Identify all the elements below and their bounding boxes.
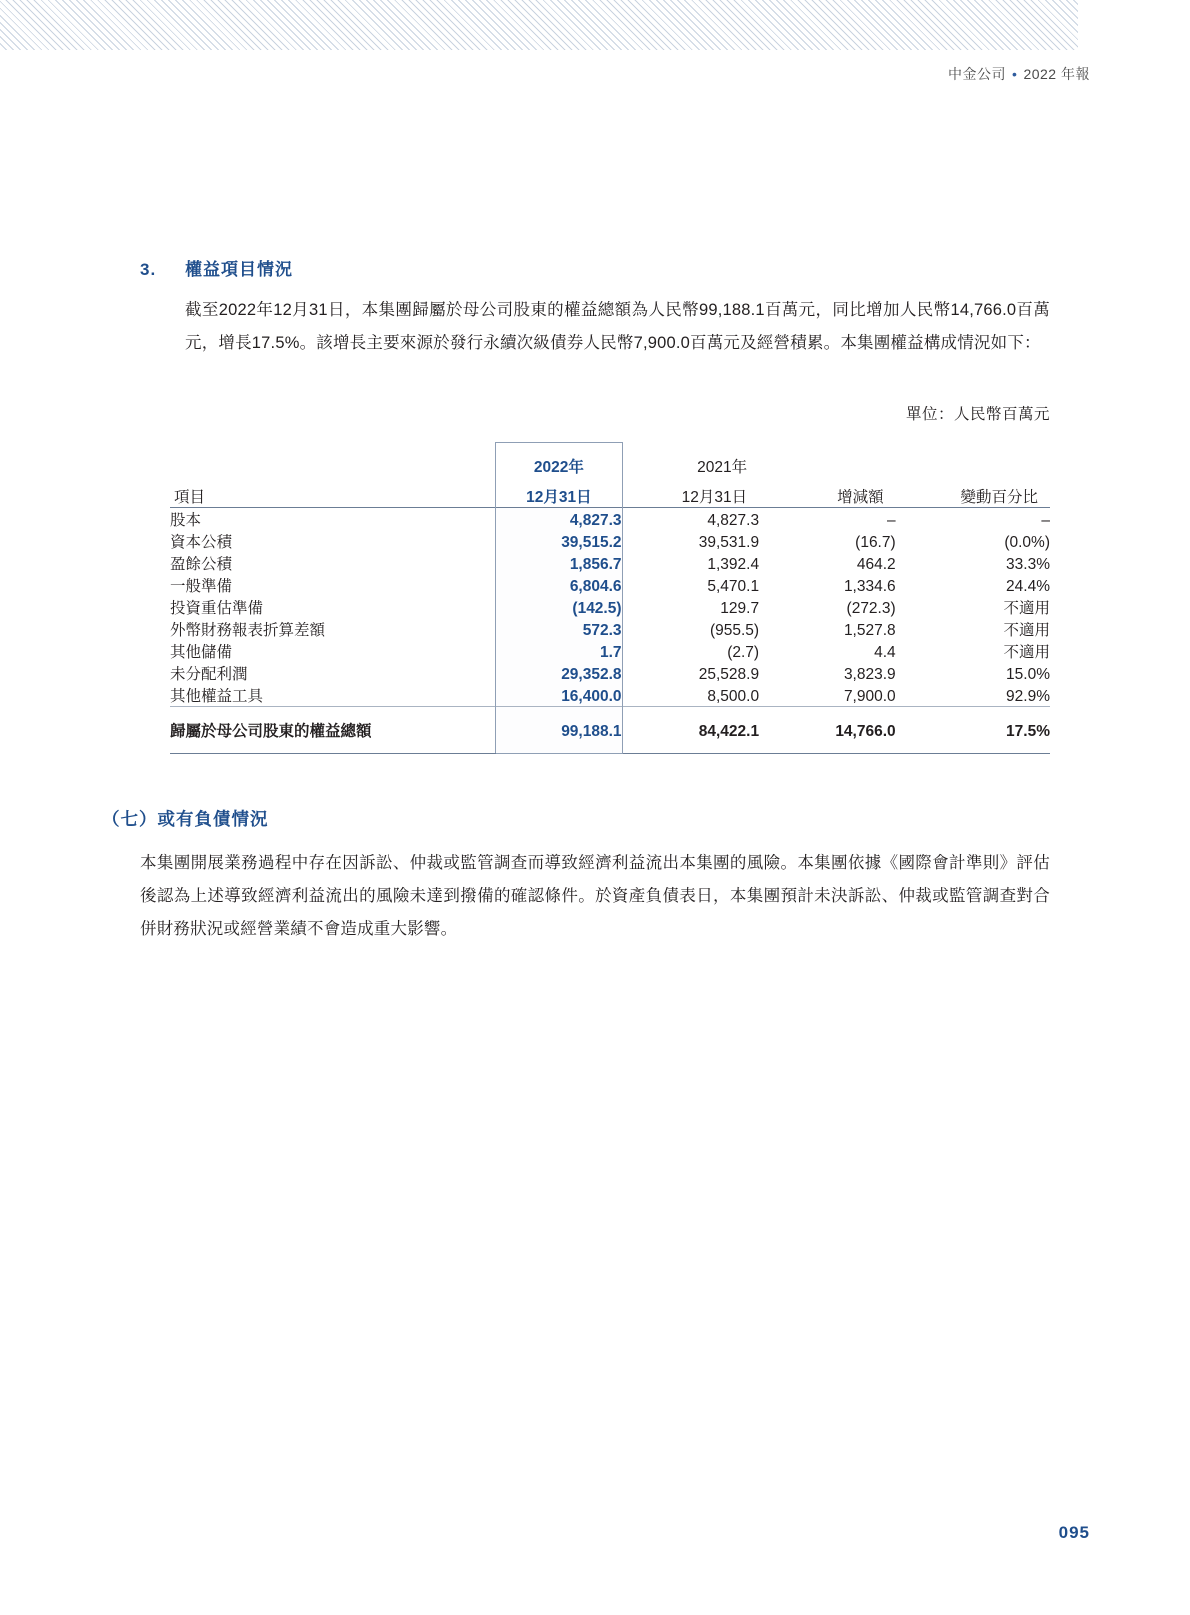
decorative-hatch-band (0, 0, 1078, 50)
header-col-2021 (622, 443, 759, 508)
page-number: 095 (1058, 1523, 1090, 1542)
cell-2021: (2.7) (727, 644, 760, 661)
cell-change: 7,900.0 (843, 688, 896, 705)
cell-2022: 6,804.6 (496, 574, 622, 596)
cell-2022: 16,400.0 (496, 684, 622, 707)
header-col-change-label: 增減額 (837, 489, 884, 506)
running-header (948, 64, 1090, 84)
header-col-2021-date: 12月31日 (681, 489, 748, 506)
cell-pct: 不適用 (1003, 644, 1050, 661)
table-row (170, 530, 1050, 552)
cell-change: 4.4 (874, 644, 896, 661)
cell-item: 投資重估準備 (170, 600, 264, 617)
page-content (102, 255, 1050, 946)
cell-2022: 1.7 (496, 640, 622, 662)
table-row (170, 618, 1050, 640)
cell-change: 464.2 (856, 556, 896, 573)
cell-2021: 8,500.0 (707, 688, 760, 705)
header-report: 2022 年報 (1023, 66, 1090, 82)
cell-2021: 39,531.9 (698, 534, 760, 551)
cell-2021: 5,470.1 (707, 578, 760, 595)
subsection-title: （七）或有負債情況 (102, 809, 269, 829)
header-col-2022-date: 12月31日 (526, 489, 592, 506)
cell-change: (272.3) (846, 600, 896, 617)
section-number: 3. (140, 260, 157, 279)
cell-change: 14,766.0 (759, 707, 896, 754)
cell-change: 3,823.9 (843, 666, 896, 683)
table-row (170, 508, 1050, 531)
cell-pct: 17.5% (896, 707, 1050, 754)
header-separator: • (1012, 66, 1018, 82)
cell-pct: – (896, 508, 1050, 531)
table-total-row (170, 707, 1050, 754)
table-row (170, 574, 1050, 596)
cell-item: 盈餘公積 (170, 556, 233, 573)
table-row (170, 596, 1050, 618)
cell-2021: (955.5) (709, 622, 760, 639)
cell-2022: 1,856.7 (496, 552, 622, 574)
cell-change: 1,334.6 (843, 578, 896, 595)
cell-pct: (0.0%) (1004, 534, 1050, 551)
header-col-2021-year: 2021年 (697, 459, 748, 476)
cell-item: 未分配利潤 (170, 666, 248, 683)
section-title: 權益項目情況 (185, 260, 293, 279)
cell-pct: 15.0% (1006, 666, 1050, 683)
header-col-2022-year: 2022年 (533, 459, 584, 476)
cell-2022: (142.5) (496, 596, 622, 618)
cell-change: – (759, 508, 896, 531)
header-col-pct (896, 443, 1050, 508)
cell-2022: 4,827.3 (496, 508, 622, 531)
header-company: 中金公司 (948, 66, 1007, 82)
cell-pct: 92.9% (1006, 688, 1050, 705)
equity-table (170, 442, 1050, 754)
cell-item: 股本 (170, 508, 496, 531)
cell-2022: 99,188.1 (496, 707, 622, 754)
table-row (170, 552, 1050, 574)
table-body (170, 508, 1050, 754)
cell-pct: 33.3% (1006, 556, 1050, 573)
cell-2021: 25,528.9 (698, 666, 760, 683)
cell-2021: 4,827.3 (622, 508, 759, 531)
cell-item: 一般準備 (170, 578, 233, 595)
table-header-row (170, 443, 1050, 508)
cell-pct: 不適用 (1003, 600, 1050, 617)
cell-2021: 84,422.1 (622, 707, 759, 754)
cell-change: (16.7) (855, 534, 896, 551)
section-heading (140, 255, 1050, 280)
cell-item: 其他權益工具 (170, 688, 264, 705)
header-col-pct-label: 變動百分比 (960, 489, 1038, 506)
cell-item: 其他儲備 (170, 644, 233, 661)
table-row (170, 684, 1050, 707)
cell-pct: 24.4% (1006, 578, 1050, 595)
subsection-paragraph: 本集團開展業務過程中存在因訴訟、仲裁或監管調查而導致經濟利益流出本集團的風險。本集團依據《國際會計準則》評估後認為上述導致經濟利益流出的風險未達到撥備的確認條件。於資產負債表日，本集團預計未決訴訟、仲裁或監管調查對合併財務狀況或經營業績不會造成重大影響。 (140, 854, 1050, 938)
header-col-2022 (496, 443, 622, 508)
cell-2022: 572.3 (496, 618, 622, 640)
cell-change: 1,527.8 (843, 622, 896, 639)
cell-2021: 129.7 (720, 600, 760, 617)
cell-pct: 不適用 (1003, 622, 1050, 639)
cell-item: 資本公積 (170, 534, 233, 551)
cell-2022: 29,352.8 (496, 662, 622, 684)
table-row (170, 662, 1050, 684)
table-row (170, 640, 1050, 662)
section-paragraph: 截至2022年12月31日，本集團歸屬於母公司股東的權益總額為人民幣99,188.1百萬元，同比增加人民幣14,766.0百萬元，增長17.5%。該增長主要來源於發行永續次級債券人民幣7,900.0百萬元及經營積累。本集團權益構成情況如下： (185, 301, 1050, 352)
cell-2021: 1,392.4 (707, 556, 760, 573)
header-col-change (759, 443, 896, 508)
header-item: 項目 (174, 489, 206, 506)
cell-item: 外幣財務報表折算差額 (170, 622, 326, 639)
cell-item: 歸屬於母公司股東的權益總額 (170, 707, 496, 754)
cell-2022: 39,515.2 (496, 530, 622, 552)
table-unit-label: 單位：人民幣百萬元 (905, 406, 1050, 423)
